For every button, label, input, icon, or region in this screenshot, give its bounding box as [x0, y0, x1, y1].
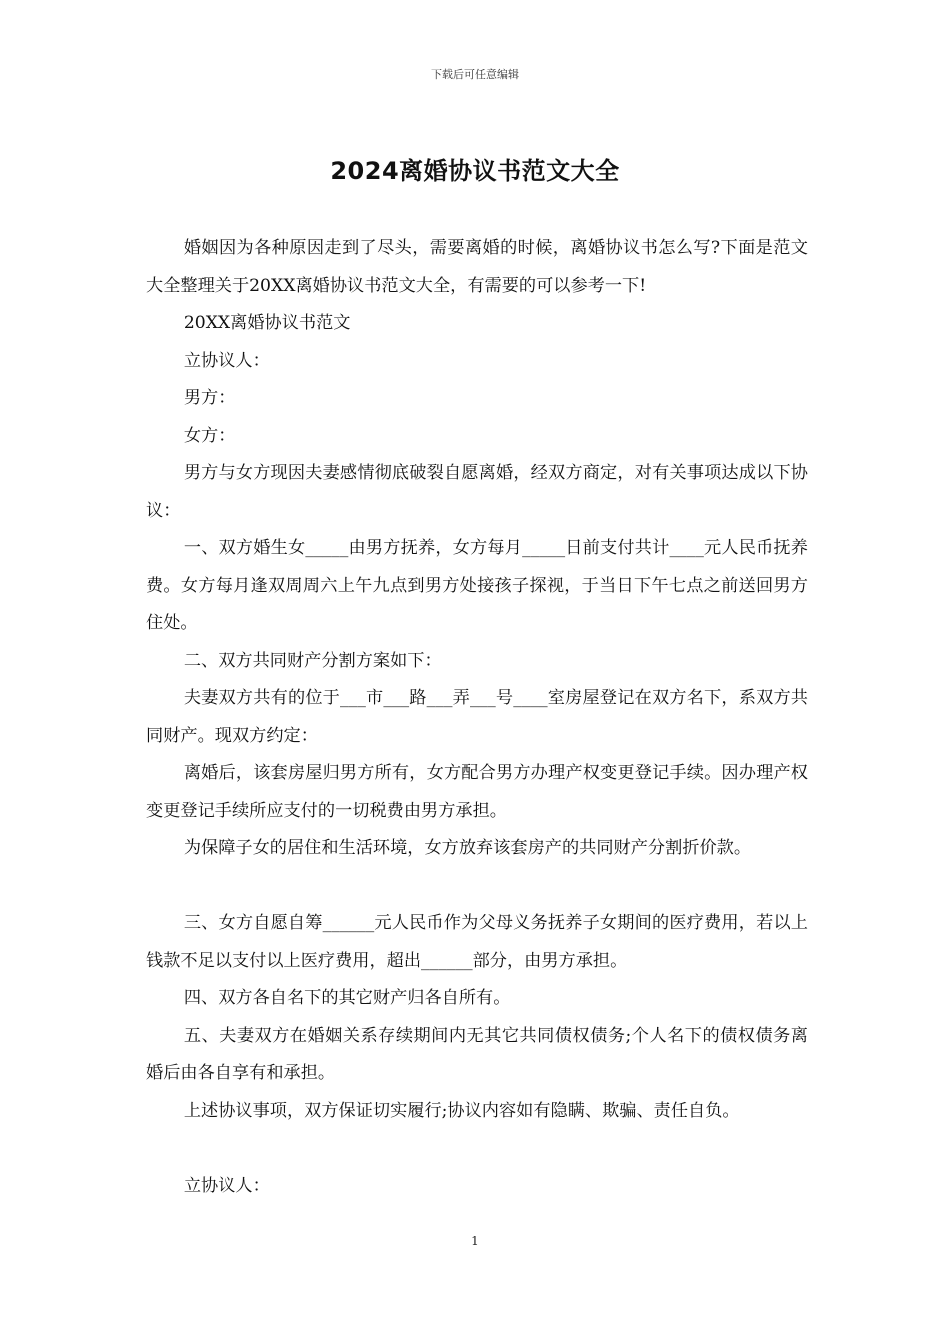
- paragraph-property-ownership: 离婚后，该套房屋归男方所有，女方配合男方办理产权变更登记手续。因办理产权变更登记手续所应支付的一切税费由男方承担。: [146, 763, 808, 821]
- paragraph-signatory: 立协议人：: [183, 1175, 270, 1196]
- paragraph-intro: 婚姻因为各种原因走到了尽头，需要离婚的时候，离婚协议书怎么写?下面是范文大全整理关于20XX离婚协议书范文大全，有需要的可以参考一下!: [146, 238, 808, 296]
- paragraph-clause-3: 三、女方自愿自筹______元人民币作为父母义务抚养子女期间的医疗费用，若以上钱款不足以支付以上医疗费用，超出______部分，由男方承担。: [146, 913, 808, 971]
- paragraph-property-location: 夫妻双方共有的位于___市___路___弄___号____室房屋登记在双方名下，系双方共同财产。现双方约定：: [146, 688, 808, 746]
- paragraph-parties-label: 立协议人：: [183, 350, 270, 371]
- page-number: 1: [471, 1234, 479, 1248]
- paragraph-clause-5: 五、夫妻双方在婚姻关系存续期间内无其它共同债权债务;个人名下的债权债务离婚后由各自享有和承担。: [146, 1025, 808, 1083]
- paragraph-spacer: [146, 1130, 808, 1168]
- paragraph-spacer: [146, 868, 808, 906]
- paragraph-property-waiver: 为保障子女的居住和生活环境，女方放弃该套房产的共同财产分割折价款。: [183, 838, 752, 858]
- document-body: [146, 230, 808, 1205]
- paragraph-subtitle: 20XX离婚协议书范文: [183, 313, 351, 333]
- page-header-note: 下载后可任意编辑: [431, 68, 519, 81]
- document-title: 2024离婚协议书范文大全: [330, 157, 620, 185]
- paragraph-male-party: 男方：: [183, 388, 236, 408]
- paragraph-clause-2: 二、双方共同财产分割方案如下：: [183, 650, 442, 671]
- paragraph-agreement-intro: 男方与女方现因夫妻感情彻底破裂自愿离婚，经双方商定，对有关事项达成以下协议：: [146, 463, 808, 521]
- paragraph-clause-4: 四、双方各自名下的其它财产归各自所有。: [183, 988, 511, 1008]
- paragraph-female-party: 女方：: [183, 425, 236, 446]
- paragraph-guarantee: 上述协议事项，双方保证切实履行;协议内容如有隐瞒、欺骗、责任自负。: [183, 1100, 740, 1121]
- paragraph-clause-1: 一、双方婚生女_____由男方抚养，女方每月_____日前支付共计____元人民币抚养费。女方每月逢双周周六上午九点到男方处接孩子探视，于当日下午七点之前送回男方住处。: [146, 538, 808, 633]
